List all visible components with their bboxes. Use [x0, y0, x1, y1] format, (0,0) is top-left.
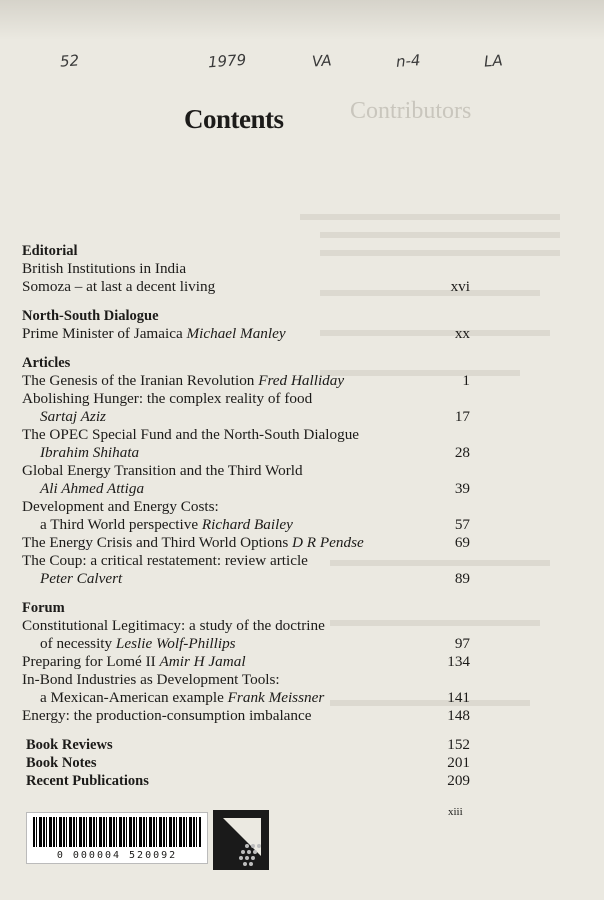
entry-title: Global Energy Transition and the Third World [22, 462, 303, 479]
entry-author: Leslie Wolf-Phillips [115, 635, 236, 652]
toc-entry [22, 426, 470, 462]
section-articles [22, 354, 470, 588]
entry-page: 148 [447, 707, 470, 724]
toc-entry [22, 671, 470, 707]
handwritten-note: VA [311, 51, 333, 71]
handwritten-note: LA [483, 51, 504, 71]
toc-entry [22, 707, 470, 725]
entry-title: Book Reviews [26, 737, 113, 753]
toc-entry [22, 372, 470, 390]
entry-author: Peter Calvert [40, 570, 123, 587]
entry-author: Fred Halliday [258, 372, 345, 389]
library-barcode [26, 812, 208, 864]
section-heading: North-South Dialogue [22, 308, 159, 324]
entry-title: British Institutions in India [22, 260, 187, 277]
entry-author: Ibrahim Shihata [40, 444, 140, 461]
entry-title: Energy: the production-consumption imbalance [22, 707, 312, 724]
bleed-through-line [320, 232, 560, 238]
section-back-matter [22, 736, 470, 790]
library-logo-icon [213, 810, 269, 870]
scan-shadow [0, 0, 604, 40]
entry-title: The Energy Crisis and Third World Options [22, 534, 293, 551]
entry-page: 1 [462, 372, 470, 389]
section-heading: Articles [22, 355, 71, 371]
bleed-through-line [300, 214, 560, 220]
toc-entry [22, 498, 470, 534]
toc-entry [22, 325, 470, 343]
entry-author: D R Pendse [292, 534, 364, 551]
entry-title: Book Notes [26, 755, 97, 771]
toc-entry [22, 390, 470, 426]
entry-author: Amir H Jamal [159, 653, 246, 670]
entry-author: Sartaj Aziz [40, 408, 106, 425]
section-heading: Editorial [22, 243, 78, 259]
entry-title: Recent Publications [26, 773, 149, 789]
entry-page: 141 [447, 689, 470, 706]
entry-title: Development and Energy Costs: [22, 498, 219, 515]
bleed-through-title: Contributors [350, 98, 472, 124]
toc-entry [26, 772, 470, 790]
entry-title: The Coup: a critical restatement: review article [22, 552, 308, 569]
toc-entry [22, 617, 470, 653]
entry-title: In-Bond Industries as Development Tools: [22, 671, 280, 688]
section-heading: Forum [22, 600, 65, 616]
entry-subtitle: of necessity [40, 635, 116, 652]
toc-entry [22, 552, 470, 588]
toc-entry [22, 534, 470, 552]
entry-page: 28 [454, 444, 470, 461]
folio: xiii [448, 806, 463, 818]
entry-title: Preparing for Lomé II [22, 653, 160, 670]
toc-entry [22, 278, 470, 296]
entry-page: 39 [454, 480, 470, 497]
entry-page: 97 [454, 635, 470, 652]
entry-page: 57 [454, 516, 470, 533]
entry-author: Ali Ahmed Attiga [40, 480, 145, 497]
entry-page: 89 [454, 570, 470, 587]
entry-title: The OPEC Special Fund and the North-South Dialogue [22, 426, 360, 443]
section-north-south-dialogue [22, 307, 470, 343]
table-of-contents [22, 242, 470, 801]
entry-subtitle: a Mexican-American example [40, 689, 228, 706]
toc-entry [26, 754, 470, 772]
entry-title: Abolishing Hunger: the complex reality of food [22, 390, 313, 407]
entry-page: xx [454, 325, 470, 342]
entry-author: Michael Manley [186, 325, 286, 342]
entry-page: 152 [447, 736, 470, 753]
toc-entry [26, 736, 470, 754]
entry-title: Somoza – at last a decent living [22, 278, 216, 295]
entry-page: 201 [447, 754, 470, 771]
handwritten-note: 52 [59, 51, 80, 71]
entry-title: Prime Minister of Jamaica [22, 325, 187, 342]
entry-page: 134 [447, 653, 470, 670]
handwritten-note: 1979 [207, 50, 247, 72]
entry-page: 209 [447, 772, 470, 789]
toc-entry [22, 462, 470, 498]
barcode-number: 0 000004 520092 [56, 850, 178, 861]
entry-title: Constitutional Legitimacy: a study of the doctrine [22, 617, 325, 634]
page-title: Contents [184, 104, 284, 134]
entry-author: Richard Bailey [201, 516, 293, 533]
handwritten-note: n-4 [395, 51, 422, 71]
section-editorial [22, 242, 470, 296]
toc-entry [22, 653, 470, 671]
entry-author: Frank Meissner [227, 689, 325, 706]
section-forum [22, 599, 470, 725]
entry-title: The Genesis of the Iranian Revolution [22, 372, 259, 389]
entry-subtitle: a Third World perspective [40, 516, 202, 533]
entry-page: 17 [454, 408, 470, 425]
barcode-bars [33, 817, 201, 847]
toc-entry [22, 260, 470, 278]
entry-page: 69 [454, 534, 470, 551]
entry-page: xvi [450, 278, 470, 295]
